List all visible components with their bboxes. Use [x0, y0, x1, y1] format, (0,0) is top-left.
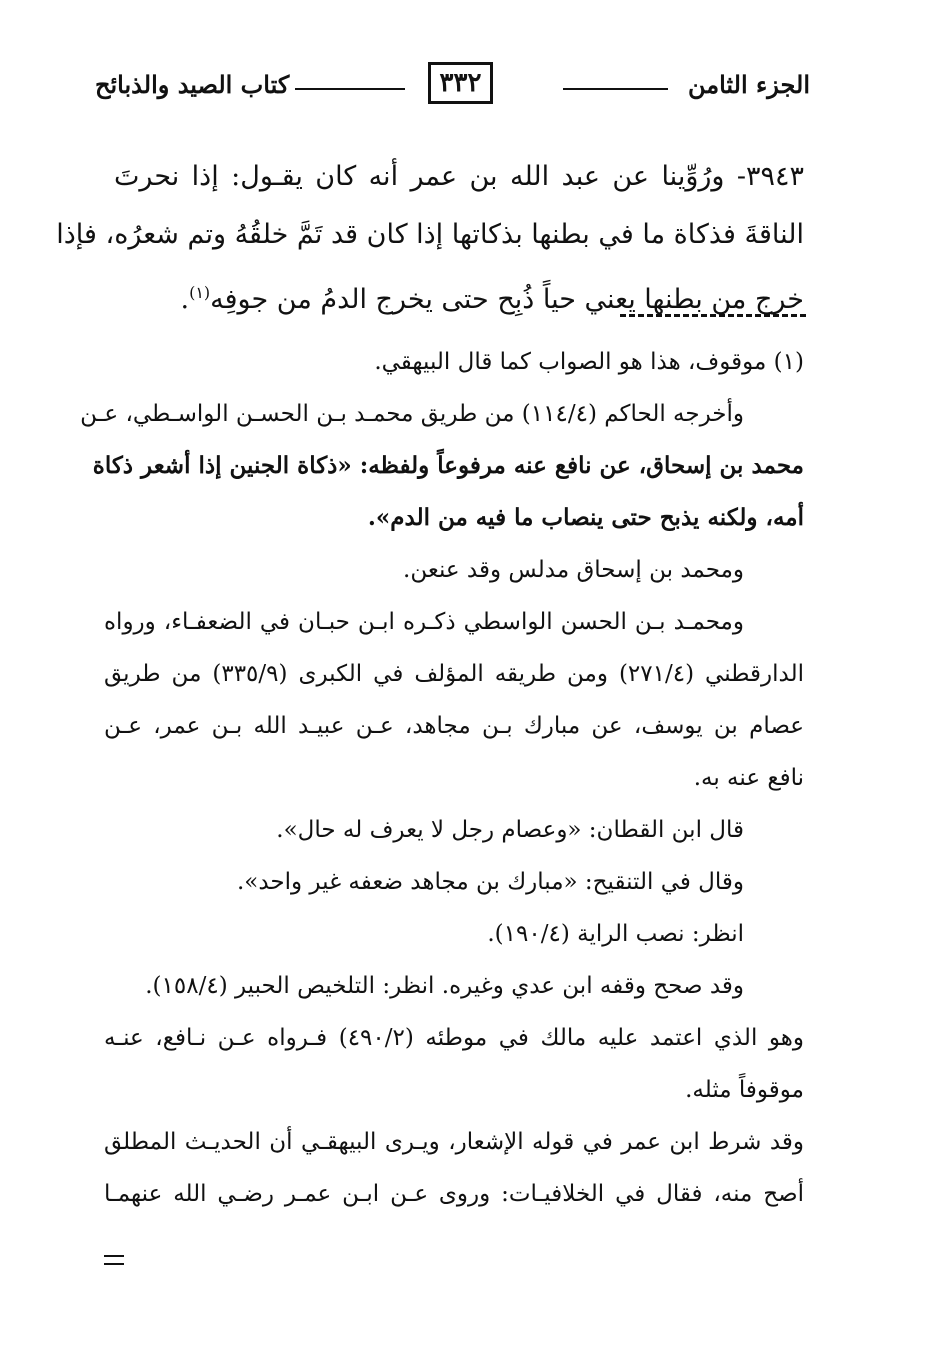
footnote-block — [80, 336, 805, 1220]
footnote-line: قال ابن القطان: «وعصام رجل لا يعرف له حال». — [276, 817, 744, 843]
footnote-reference: (١) — [189, 283, 211, 302]
footnote-line: ومحمد بن إسحاق مدلس وقد عنعن. — [403, 557, 744, 583]
running-header — [95, 60, 810, 110]
footnote-line: أصح منه، فقال في الخلافيـات: وروى عـن ابـن عمـر رضـي الله عنهمـا — [104, 1181, 804, 1207]
footnote-line: موقوفاً مثله. — [685, 1077, 804, 1103]
main-text — [56, 148, 804, 322]
footnote-line: محمد بن إسحاق، عن نافع عنه مرفوعاً ولفظه: «ذكاة الجنين إذا أشعر ذكاة — [92, 452, 804, 479]
footnote-line: وقد صحح وقفه ابن عدي وغيره. انظر: التلخيص الحبير (١٥٨/٤). — [145, 973, 744, 999]
footnote-separator — [620, 314, 806, 317]
main-text-line: خرج من بطنها يعني حياً ذُبِح حتى يخرج الدمُ من جوفِه$^{(١)}$. — [180, 283, 804, 315]
footnote-line: وهو الذي اعتمد عليه مالك في موطئه (٤٩٠/٢) فـرواه عـن نـافع، عنـه — [104, 1025, 805, 1051]
footnote-line: الدارقطني (٢٧١/٤) ومن طريقه المؤلف في الكبرى (٣٣٥/٩) من طريق — [104, 661, 804, 687]
footnote-line: نافع عنه به. — [693, 765, 804, 791]
book-title: كتاب الصيد والذبائح — [95, 70, 290, 99]
footnote-line: انظر: نصب الراية (١٩٠/٤). — [487, 921, 744, 947]
footnote-line: أمه، ولكنه يذبح حتى ينصاب ما فيه من الدم». — [367, 504, 804, 531]
footnote-line: وقال في التنقيح: «مبارك بن مجاهد ضعفه غير واحد». — [236, 869, 744, 895]
main-text-segment: خرج من بطنها يعني حياً ذُبِح حتى يخرج الدمُ من جوفِه — [210, 284, 804, 315]
footnote-line: عصام بن يوسف، عن مبارك بـن مجاهد، عـن عبيـد الله بـن عمر، عـن — [104, 713, 804, 739]
footnote-line: وقد شرط ابن عمر في قوله الإشعار، ويـرى البيهقـي أن الحديـث المطلق — [104, 1129, 804, 1155]
main-text-line: ٣٩٤٣- ورُوِّينا عن عبد الله بن عمر أنه كان يقـول: إذا نحرتَ — [114, 161, 804, 192]
volume-label: الجزء الثامن — [687, 70, 810, 99]
page-number: ٣٣٢ — [428, 62, 493, 104]
footnote-line: (١) موقوف، هذا هو الصواب كما قال البيهقي. — [374, 349, 804, 375]
footnote-line: ومحمـد بـن الحسن الواسطي ذكـره ابـن حبـان في الضعفـاء، ورواه — [104, 609, 744, 635]
header-rule-right — [563, 88, 668, 90]
footnote-line: وأخرجه الحاكم (١١٤/٤) من طريق محمـد بـن الحسـن الواسـطي، عـن — [80, 401, 744, 427]
main-text-line: الناقةَ فذكاة ما في بطنها بذكاتها إذا كان قد تَمَّ خلقُهُ وتم شعرُه، فإذا — [56, 219, 804, 250]
continuation-mark — [104, 1255, 124, 1265]
header-rule-left — [295, 88, 405, 90]
